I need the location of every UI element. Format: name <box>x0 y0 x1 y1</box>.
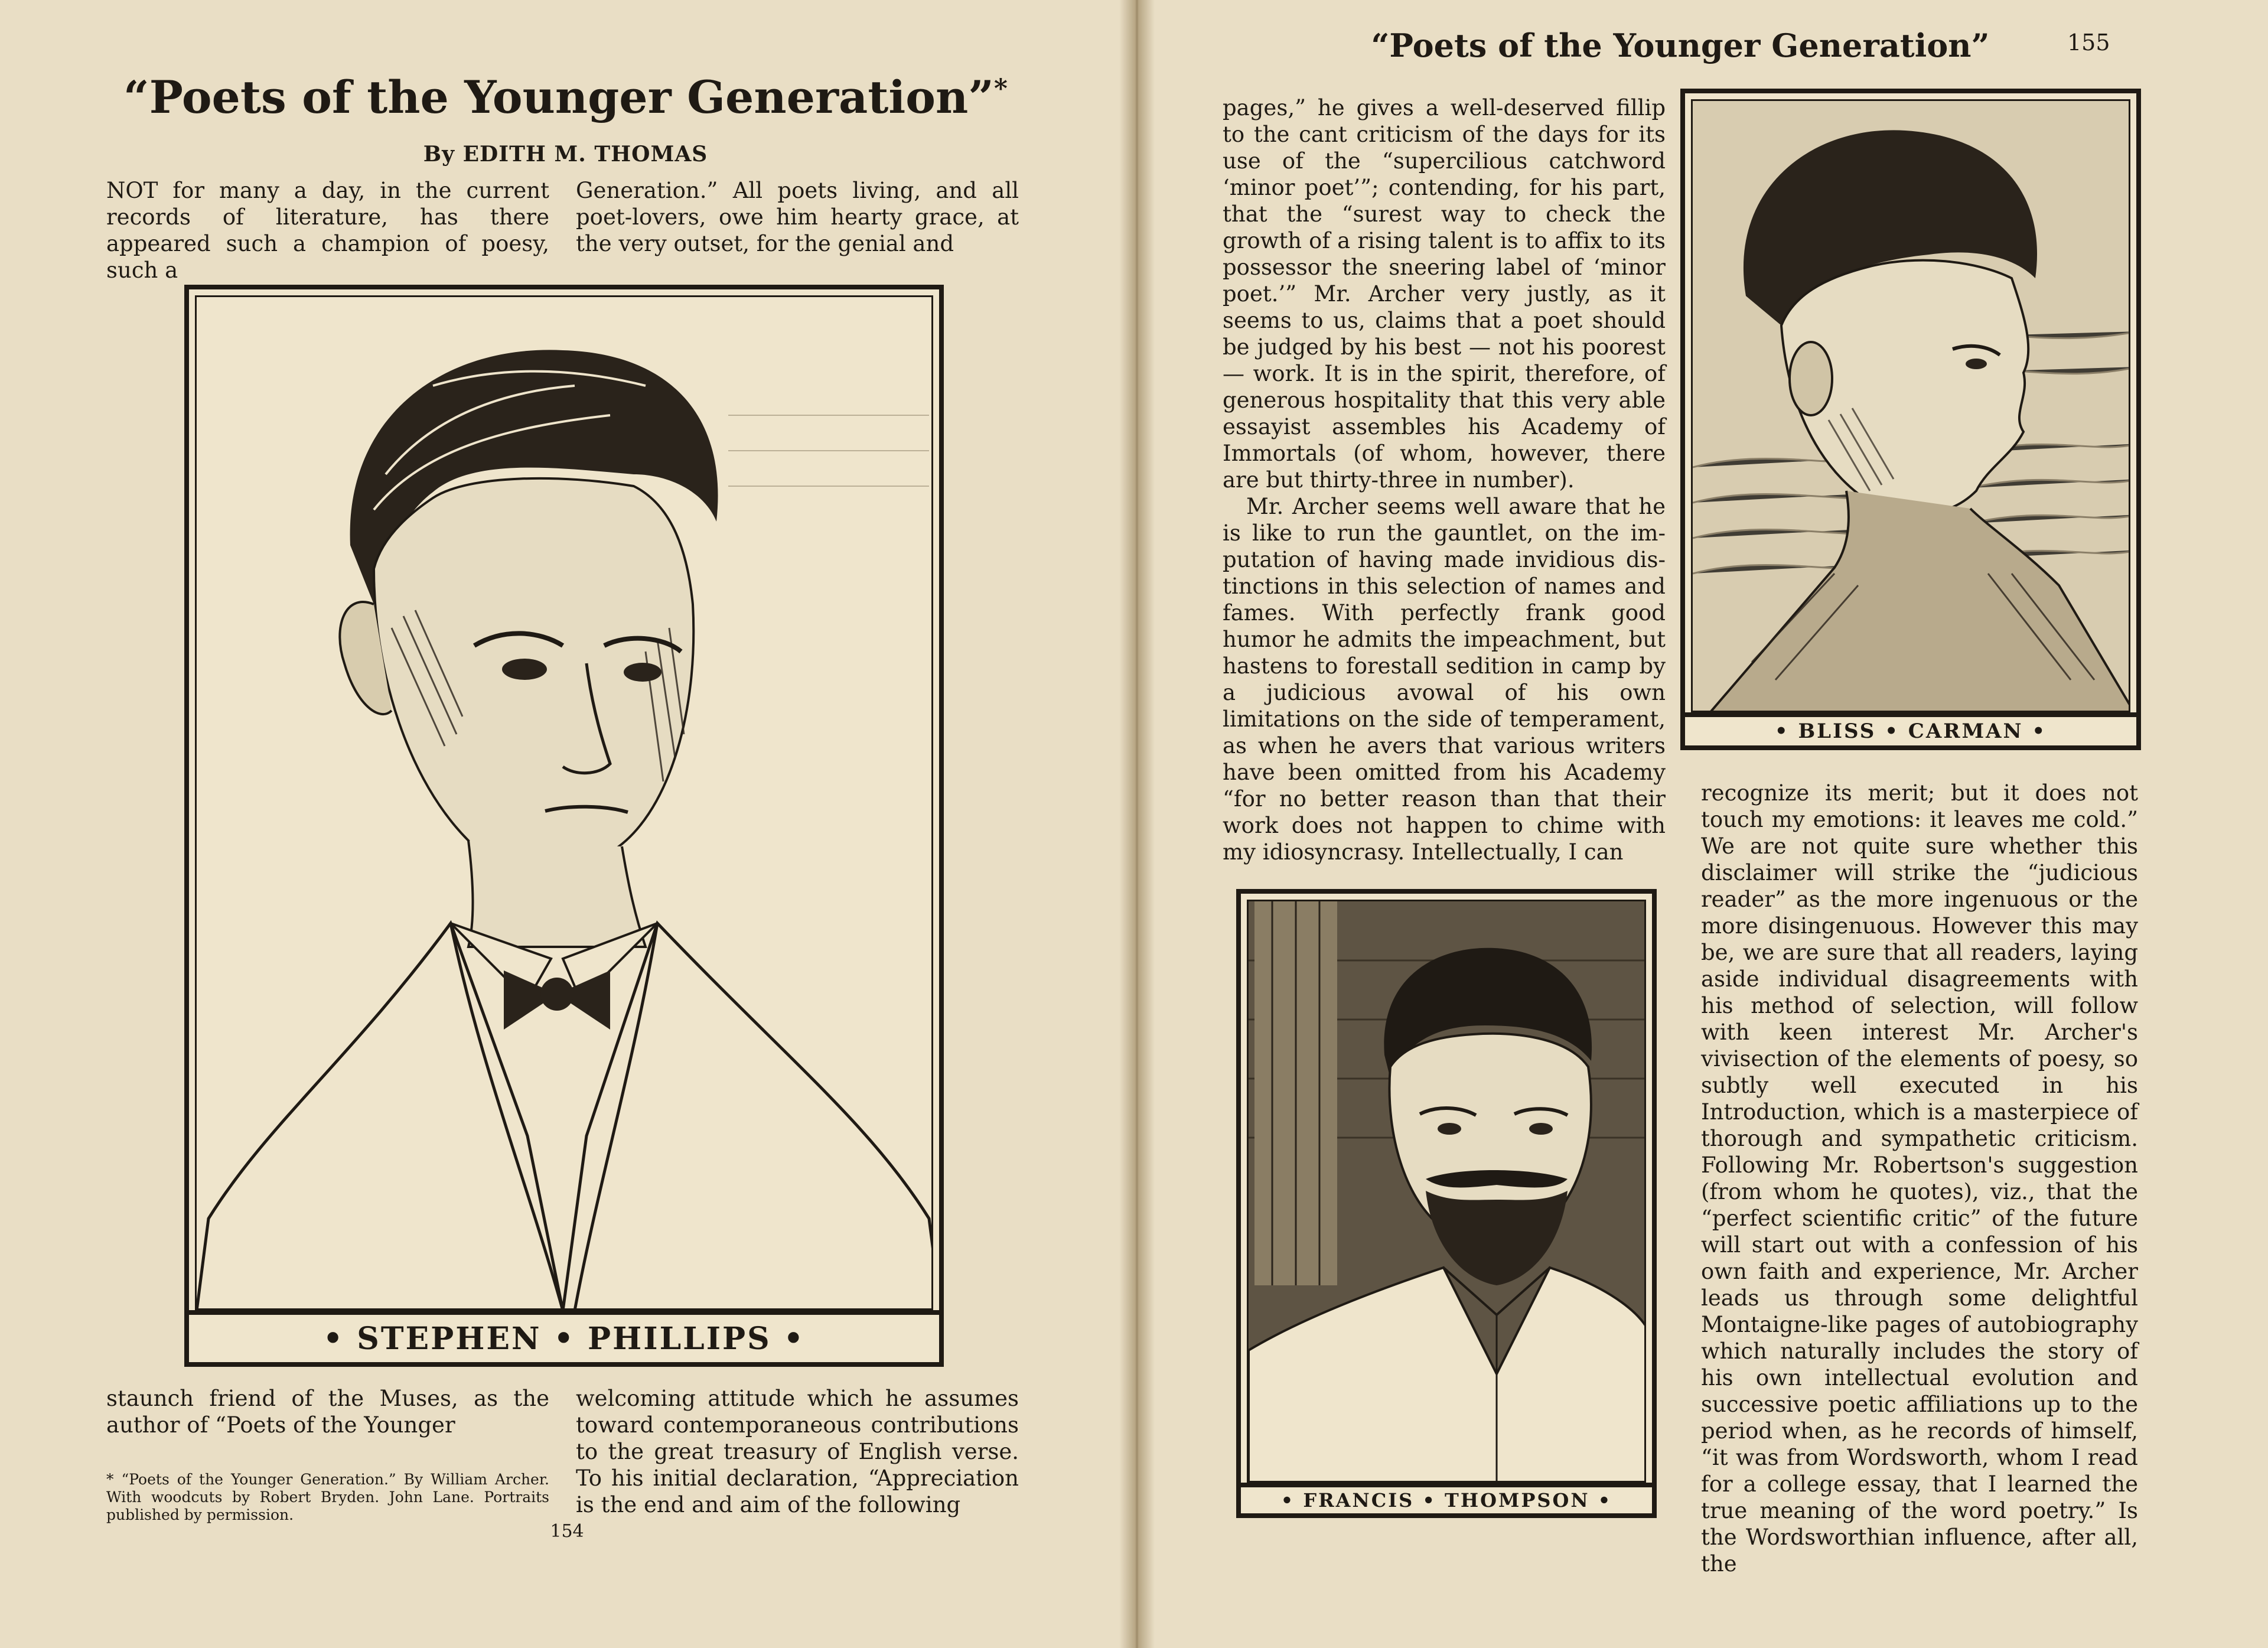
portrait-francis-thompson <box>1236 889 1657 1518</box>
portrait-caption: • BLISS • CARMAN • <box>1685 712 2136 745</box>
portrait-caption: • FRANCIS • THOMPSON • <box>1241 1483 1652 1513</box>
woodcut-illustration <box>1247 900 1646 1483</box>
woodcut-illustration <box>1691 99 2130 712</box>
title-footnote-mark: * <box>993 73 1008 104</box>
intro-column-2: Generation.” All poets living, and all poet-lovers, owe him hearty grace, at the very outset, for the genial and <box>576 178 1019 256</box>
bottom-column-1: staunch friend of the Muses, as the author of “Poets of the Younger <box>106 1386 549 1438</box>
byline: By EDITH M. THOMAS <box>423 142 708 167</box>
right-page <box>1143 0 2268 1648</box>
bliss-carman-woodcut <box>1693 101 2130 712</box>
page-number-left: 154 <box>550 1521 584 1542</box>
intro-column-1: NOT for many a day, in the current records of literature, has there appeared such a champion of poesy, such a <box>106 178 549 283</box>
footnote: * “Poets of the Younger Generation.” By William Archer. With woodcuts by Robert Bryden. John Lane. Portraits published by permission. <box>106 1471 549 1523</box>
stephen-phillips-woodcut <box>197 297 933 1310</box>
francis-thompson-woodcut <box>1249 901 1646 1483</box>
portrait-stephen-phillips <box>184 285 944 1367</box>
book-gutter <box>1119 0 1155 1648</box>
woodcut-illustration <box>195 295 933 1310</box>
article-title: “Poets of the Younger Generation”* <box>123 71 1008 123</box>
running-head: “Poets of the Younger Generation” <box>1371 27 1990 64</box>
page-number-right: 155 <box>2067 30 2110 56</box>
right-column-2: recognize its merit; but it does not touch my emotions: it leaves me cold.” We are not quite sure whether this disclaimer will strike the “judicious reader” as the more ingenuous or the more disingenuous. However this may be, we are sure that all readers, laying aside individual disagreements with his method of selection, will follow with keen interest Mr. Archer's vivisection of the elements of poesy, so subtly well executed in his Introduction, which is a masterpiece of thorough and sympathetic criticism. Following Mr. Robertson's suggestion (from whom he quotes), viz., that the “perfect scientific critic” of the future will start out with a confession of his own faith and experience, Mr. Archer leads us through some delightful Montaigne-like pages of autobiography which naturally includes the story of his own intellectual evolution and successive poetic affiliations up to the period when, as he records of himself, “it was from Wordsworth, whom I read for a college essay, that I learned the true meaning of the word poetry.” Is the Wordsworthian influence, after all, the <box>1701 780 2138 1577</box>
portrait-bliss-carman <box>1680 89 2141 750</box>
bottom-column-2: welcoming attitude which he assumes toward contemporaneous contributions to the great treasury of English verse. To his initial declaration, “Appreciation is the end and aim of the following <box>576 1386 1019 1517</box>
portrait-caption: • STEPHEN • PHILLIPS • <box>189 1310 939 1362</box>
left-page <box>0 0 1131 1648</box>
right-column-1: pages,” he gives a well-deserved fillip to the cant criticism of the days for its use of the “supercilious catchword ‘minor poet’”; contending, for his part, that the “surest way to check the growth of a rising talent is to affix to its possessor the sneering label of ‘minor poet.’” Mr. Archer very justly, as it seems to us, claims that a poet should be judged by his best — not his poorest — work. It is in the spirit, therefore, of generous hospitality that this very able essayist assembles his Academy of Immortals (of whom, however, there are but thirty-three in number). Mr. Archer seems well aware that he is like to run the gauntlet, on the imputation of having made invidious distinctions in this selection of names and fames. With perfectly frank good humor he admits the impeachment, but hastens to forestall sedition in camp by a judicious avowal of his own limitations on the side of temperament, as when he avers that various writers have been omitted from his Academy “for no better reason than that their work does not happen to chime with my idiosyncrasy. Intellectually, I can <box>1223 95 1666 865</box>
